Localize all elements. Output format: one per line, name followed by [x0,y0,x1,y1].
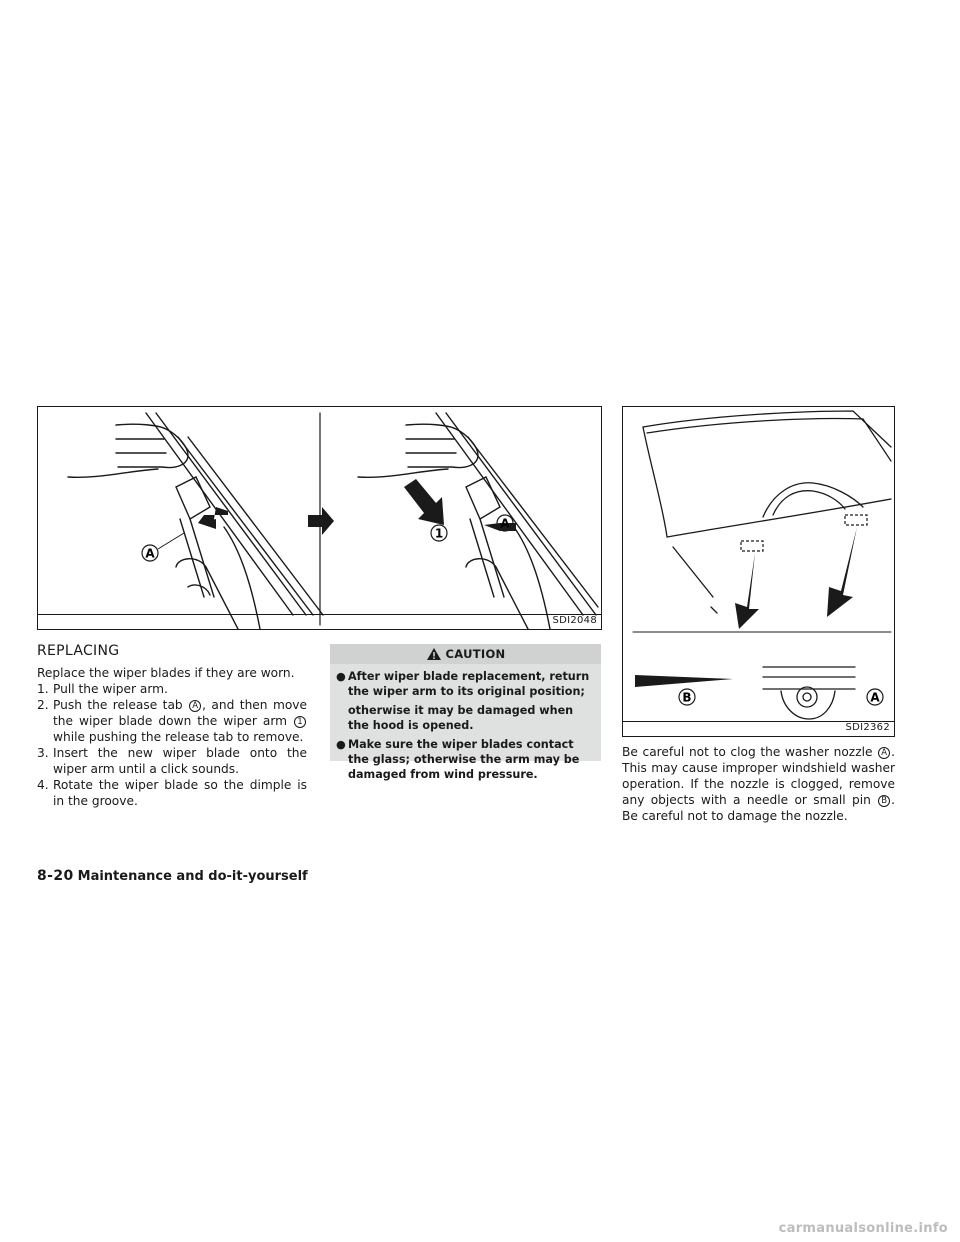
page-number: 8-20 [37,868,74,884]
caution-item-1-continued: otherwise it may be damaged when the hood is opened. [348,704,574,732]
washer-nozzle-figure [622,406,895,737]
wiper-removal-illustration [38,407,601,629]
section-heading-replacing: REPLACING [37,643,120,659]
ref-1-badge: 1 [294,716,306,728]
caution-title: CAUTION [445,647,506,661]
page-footer [37,868,308,884]
caution-item-1: ● After wiper blade replacement, return the wiper arm to its original position; [336,670,590,698]
figure-code-sdi2048: SDI2048 [552,615,597,626]
ref-a-badge-nozzle: A [878,747,890,759]
label-a-nozzle: A [870,690,880,705]
label-a-left: A [145,546,155,561]
watermark: carmanualsonline.info [778,1221,948,1236]
bullet: ● [336,670,346,683]
step-text: Push the release tab A , and then move the wiper blade down the wiper arm 1 while pushing the release tab to remove. [53,698,307,744]
figure-code-sdi2362: SDI2362 [845,722,890,733]
step-text: Pull the wiper arm. [53,682,168,696]
step-4 [37,777,307,809]
caution-box [330,644,601,781]
step-3 [37,745,307,777]
step-text: Insert the new wiper blade onto the wiper arm until a click sounds. [53,746,307,776]
step-number: 1. [37,682,49,696]
ref-a-badge: A [189,700,201,712]
step-1 [37,681,307,697]
replacing-intro: Replace the wiper blades if they are worn. [37,666,295,680]
step-2 [37,697,307,745]
step-number: 4. [37,778,49,792]
chapter-title: Maintenance and do-it-yourself [77,869,308,884]
ref-b-badge: B [878,795,890,807]
nozzle-paragraph: Be careful not to clog the washer nozzle A . This may cause improper windshield washer operation. If the nozzle is clogged, remove any objects with a needle or small pin B . Be careful not to damage the nozzle. [622,745,895,823]
label-a-right: A [500,516,510,531]
step-number: 2. [37,698,49,712]
warning-icon [426,647,442,661]
caution-item-2: ● Make sure the wiper blades contact the glass; otherwise the arm may be damaged from wind pressure. [336,738,580,781]
replacing-body [37,665,307,809]
wiper-removal-figure [37,406,602,630]
label-b: B [682,690,692,705]
bullet: ● [336,738,346,751]
step-number: 3. [37,746,49,760]
washer-nozzle-illustration [623,407,894,736]
step-text: Rotate the wiper blade so the dimple is in the groove. [53,778,307,808]
label-1: 1 [434,526,444,541]
caution-header [330,644,601,664]
figure-code-bar [38,614,601,629]
